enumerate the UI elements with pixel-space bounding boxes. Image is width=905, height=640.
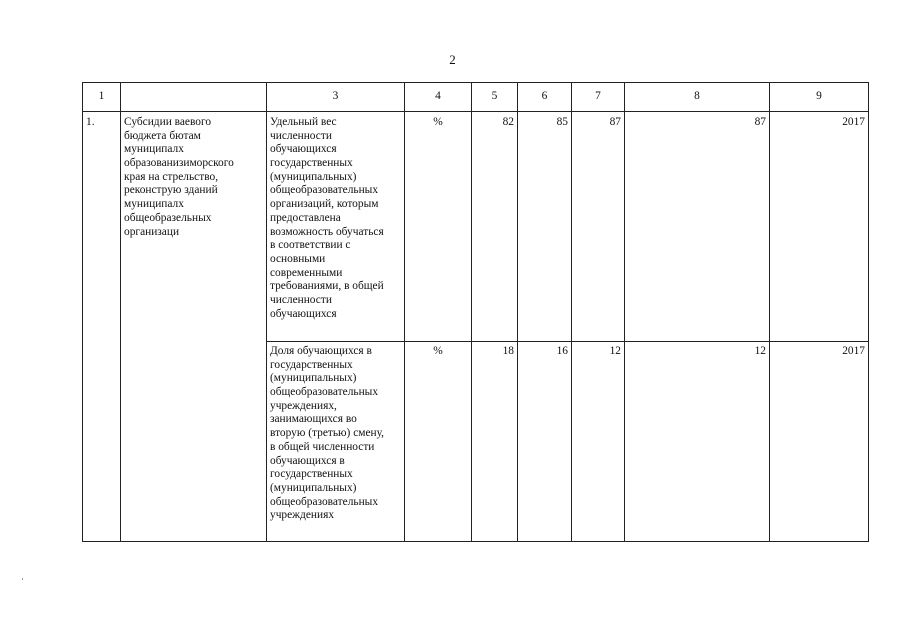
value-cell: 16 bbox=[518, 342, 572, 542]
unit-cell: % bbox=[405, 342, 472, 542]
value-cell: 12 bbox=[572, 342, 625, 542]
value-cell: 87 bbox=[572, 112, 625, 342]
value-cell: 82 bbox=[472, 112, 518, 342]
header-cell: 8 bbox=[625, 83, 770, 112]
row-number-cell: 1. bbox=[83, 112, 121, 542]
page-number: 2 bbox=[449, 52, 456, 67]
value-cell: 87 bbox=[625, 112, 770, 342]
indicators-table bbox=[82, 82, 869, 542]
header-cell bbox=[121, 83, 267, 112]
year-cell: 2017 bbox=[770, 112, 869, 342]
header-cell: 7 bbox=[572, 83, 625, 112]
year-cell: 2017 bbox=[770, 342, 869, 542]
header-cell: 6 bbox=[518, 83, 572, 112]
value-cell: 12 bbox=[625, 342, 770, 542]
table-header-row bbox=[83, 83, 869, 112]
value-cell: 85 bbox=[518, 112, 572, 342]
indicator-cell: Доля обучающихся в государственных (муниципальных) общеобразовательных учреждениях, занимающихся во вторую (третью) смену, в общей численности обучающихся в государственных (муниципальных) общеобразовательных учреждениях bbox=[267, 342, 405, 542]
header-cell: 3 bbox=[267, 83, 405, 112]
table-row bbox=[83, 112, 869, 342]
header-cell: 1 bbox=[83, 83, 121, 112]
header-cell: 5 bbox=[472, 83, 518, 112]
unit-cell: % bbox=[405, 112, 472, 342]
header-cell: 4 bbox=[405, 83, 472, 112]
header-cell: 9 bbox=[770, 83, 869, 112]
scan-speck bbox=[22, 578, 23, 580]
value-cell: 18 bbox=[472, 342, 518, 542]
subsidy-name-cell: Субсидии ваевого бюджета бютам муниципалх образованизиморского края на стрельство, реконструю зданий муниципалх общеобразельных организаци bbox=[121, 112, 267, 542]
indicator-cell: Удельный вес численности обучающихся государственных (муниципальных) общеобразовательных организаций, которым предоставлена возможность обучаться в соответствии с основными современными требованиями, в общей численности обучающихся bbox=[267, 112, 405, 342]
